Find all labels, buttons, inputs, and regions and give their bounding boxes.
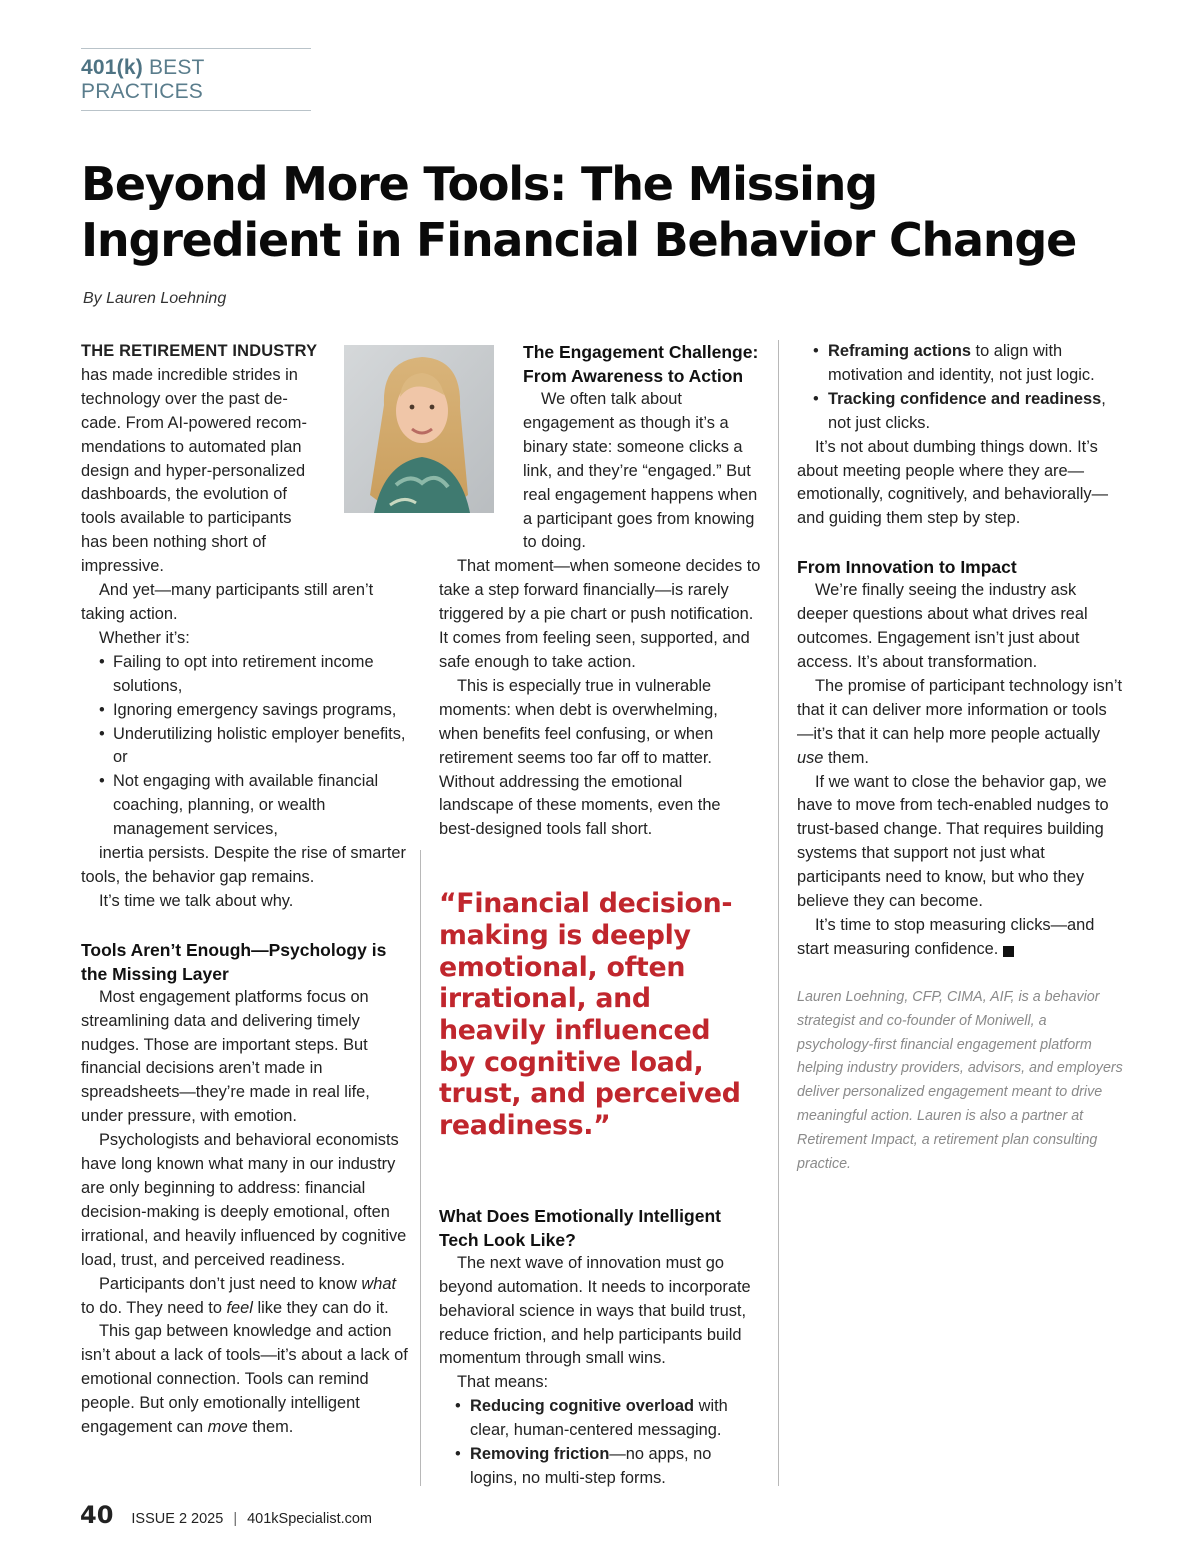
list-item-text: Failing to opt into retirement income solutions,	[113, 652, 374, 695]
text-run: The promise of participant technology isn’t that it can deliver more information or tools—it’s that it can help more people actually	[797, 676, 1123, 743]
paragraph: Whether it’s:	[99, 628, 190, 647]
list-item	[797, 388, 1123, 436]
lead-line: design and hyper-personalized	[81, 461, 306, 480]
column-3	[797, 340, 1123, 1177]
byline: By Lauren Loehning	[83, 290, 227, 307]
bullet-icon: •	[99, 724, 105, 743]
text-run: This gap between knowledge and action isn’t about a lack of tools—it’s about a lack of emotional connection. Tools can remind people. But only emotionally intelligent engagement can	[81, 1322, 408, 1437]
column-2-top-block	[523, 340, 761, 555]
list-item-bold: Tracking confidence and readiness	[828, 389, 1102, 408]
lead-line: cade. From AI-powered recom-	[81, 413, 307, 432]
page-number: 40	[80, 1501, 114, 1529]
paragraph: It’s not about dumbing things down. It’s about meeting people where they are—emotionally, cognitively, and behaviorally—and guiding them step by step.	[797, 437, 1108, 528]
lead-paragraph	[81, 340, 409, 579]
paragraph	[797, 914, 1123, 962]
section-tag-bold: 401(k)	[81, 56, 143, 79]
list-item	[439, 1443, 761, 1491]
list-item-text: Not engaging with available financial coaching, planning, or wealth management services,	[113, 772, 379, 839]
paragraph	[81, 1273, 409, 1321]
lead-line: has made incredible strides in	[81, 365, 298, 384]
bullet-icon: •	[99, 772, 105, 791]
bullet-icon: •	[813, 342, 819, 360]
lead-caps: THE RETIREMENT INDUSTRY	[81, 342, 318, 360]
text-run: them.	[247, 1418, 294, 1437]
text-run-italic: use	[797, 748, 824, 767]
paragraph: inertia persists. Despite the rise of smarter tools, the behavior gap remains.	[81, 844, 406, 886]
text-run: to do. They need to	[81, 1298, 227, 1317]
text-run: Participants don’t just need to know	[99, 1274, 362, 1293]
footer-separator: |	[233, 1511, 238, 1527]
lead-line: mendations to automated plan	[81, 437, 302, 456]
list-item	[439, 1395, 761, 1443]
list-item	[81, 723, 409, 771]
paragraph: Psychologists and behavioral economists have long known what many in our industry are only beginning to address: financial decision-making is deeply emotional, often irrational, and heavily influenced by cognitive load, trust, and perceived readiness.	[81, 1131, 407, 1269]
bullet-icon: •	[455, 1397, 461, 1416]
list-item	[81, 699, 409, 723]
lead-line: dashboards, the evolution of	[81, 485, 287, 504]
text-run: them.	[823, 748, 869, 767]
section-tag	[81, 48, 311, 111]
bullet-icon: •	[99, 652, 105, 671]
list-item-text: Underutilizing holistic employer benefits, or	[113, 724, 406, 767]
paragraph: We often talk about engagement as though it’s a binary state: someone clicks a link, and they’re “engaged.” But real engagement happens when a participant goes from knowing to doing.	[523, 390, 758, 552]
section-heading: What Does Emotionally Intelligent Tech Look Like?	[439, 1205, 721, 1250]
list-item-text: to align with motivation and identity, not just logic.	[828, 342, 1095, 384]
list-item-bold: Reframing actions	[828, 342, 971, 360]
article-title: Beyond More Tools: The Missing Ingredient in Financial Behavior Change	[81, 157, 1077, 267]
pull-quote: “Financial decision-making is deeply emotional, often irrational, and heavily influenced by cognitive load, trust, and perceived readiness.”	[439, 888, 741, 1142]
paragraph: If we want to close the behavior gap, we have to move from tech-enabled nudges to trust-based change. That requires building systems that support not just what participants need to know, but who they believe they can become.	[797, 772, 1109, 911]
section-heading: Tools Aren’t Enough—Psychology is the Missing Layer	[81, 939, 387, 984]
text-run: It’s time to stop measuring clicks—and start measuring confidence.	[797, 915, 1095, 958]
author-bio: Lauren Loehning, CFP, CIMA, AIF, is a behavior strategist and co-founder of Moniwell, a psychology-first financial engagement platform helping industry providers, advisors, and employers deliver personalized engagement meant to drive meaningful action. Lauren is also a partner at Retirement Impact, a retirement plan consulting practice.	[797, 988, 1123, 1173]
text-run-italic: feel	[226, 1298, 253, 1317]
section-heading: From Innovation to Impact	[797, 557, 1017, 578]
page-footer	[80, 1501, 372, 1529]
paragraph	[797, 675, 1123, 771]
lead-line: tools available to participants	[81, 509, 292, 528]
section-tag-rest: BEST PRACTICES	[81, 56, 205, 103]
list-item-bold: Removing friction	[470, 1445, 610, 1464]
paragraph: This is especially true in vulnerable moments: when debt is overwhelming, when benefits feel confusing, or when retirement seems too far off to matter. Without addressing the emotional landscape of these moments, even the best-designed tools fall short.	[439, 676, 721, 839]
list-item	[81, 770, 409, 842]
bullet-icon: •	[455, 1445, 461, 1464]
lead-line: technology over the past de-	[81, 389, 288, 408]
issue-label: ISSUE 2 2025	[131, 1511, 224, 1527]
paragraph: Most engagement platforms focus on streamlining data and delivering timely nudges. Those are important steps. But financial decisions aren’t made in spreadsheets—they’re made in real life, under pressure, with emotion.	[81, 987, 370, 1126]
column-1	[81, 340, 409, 1440]
lead-line: impressive.	[81, 557, 164, 576]
paragraph: We’re finally seeing the industry ask deeper questions about what drives real outcomes. Engagement isn’t just about access. It’s about transformation.	[797, 581, 1088, 671]
paragraph	[81, 1320, 409, 1440]
column-divider-right	[778, 340, 779, 1486]
paragraph: And yet—many participants still aren’t taking action.	[81, 581, 374, 623]
end-mark-icon: K	[1003, 946, 1014, 957]
column-divider-left	[420, 850, 421, 1486]
section-heading: The Engagement Challenge: From Awareness to Action	[523, 342, 759, 386]
list-item-text: Ignoring emergency savings programs,	[113, 700, 397, 719]
list-item-bold: Reducing cognitive overload	[470, 1397, 695, 1416]
text-run-italic: move	[207, 1418, 248, 1437]
list-item	[797, 340, 1123, 388]
bullet-icon: •	[813, 389, 819, 408]
list-item	[81, 651, 409, 699]
paragraph: The next wave of innovation must go beyond automation. It needs to incorporate behavioral science in ways that build trust, reduce friction, and help participants build momentum through small wins.	[439, 1253, 751, 1368]
website-link[interactable]: 401kSpecialist.com	[247, 1511, 373, 1527]
bullet-icon: •	[99, 700, 105, 719]
text-run-italic: what	[361, 1274, 397, 1293]
list-item-text: —no apps, no logins, no multi-step forms.	[470, 1445, 712, 1487]
text-run: like they can do it.	[252, 1298, 389, 1317]
list-item-text: with clear, human-centered messaging.	[470, 1397, 728, 1440]
lead-line: has been nothing short of	[81, 533, 266, 552]
paragraph: It’s time we talk about why.	[99, 891, 294, 910]
paragraph: That means:	[457, 1373, 549, 1392]
column-2	[439, 340, 761, 1491]
list-item-text: , not just clicks.	[828, 389, 1106, 432]
paragraph: That moment—when someone decides to take a step forward financially—is rarely triggered by a pie chart or push notification. It comes from feeling seen, supported, and safe enough to take action.	[439, 557, 761, 671]
